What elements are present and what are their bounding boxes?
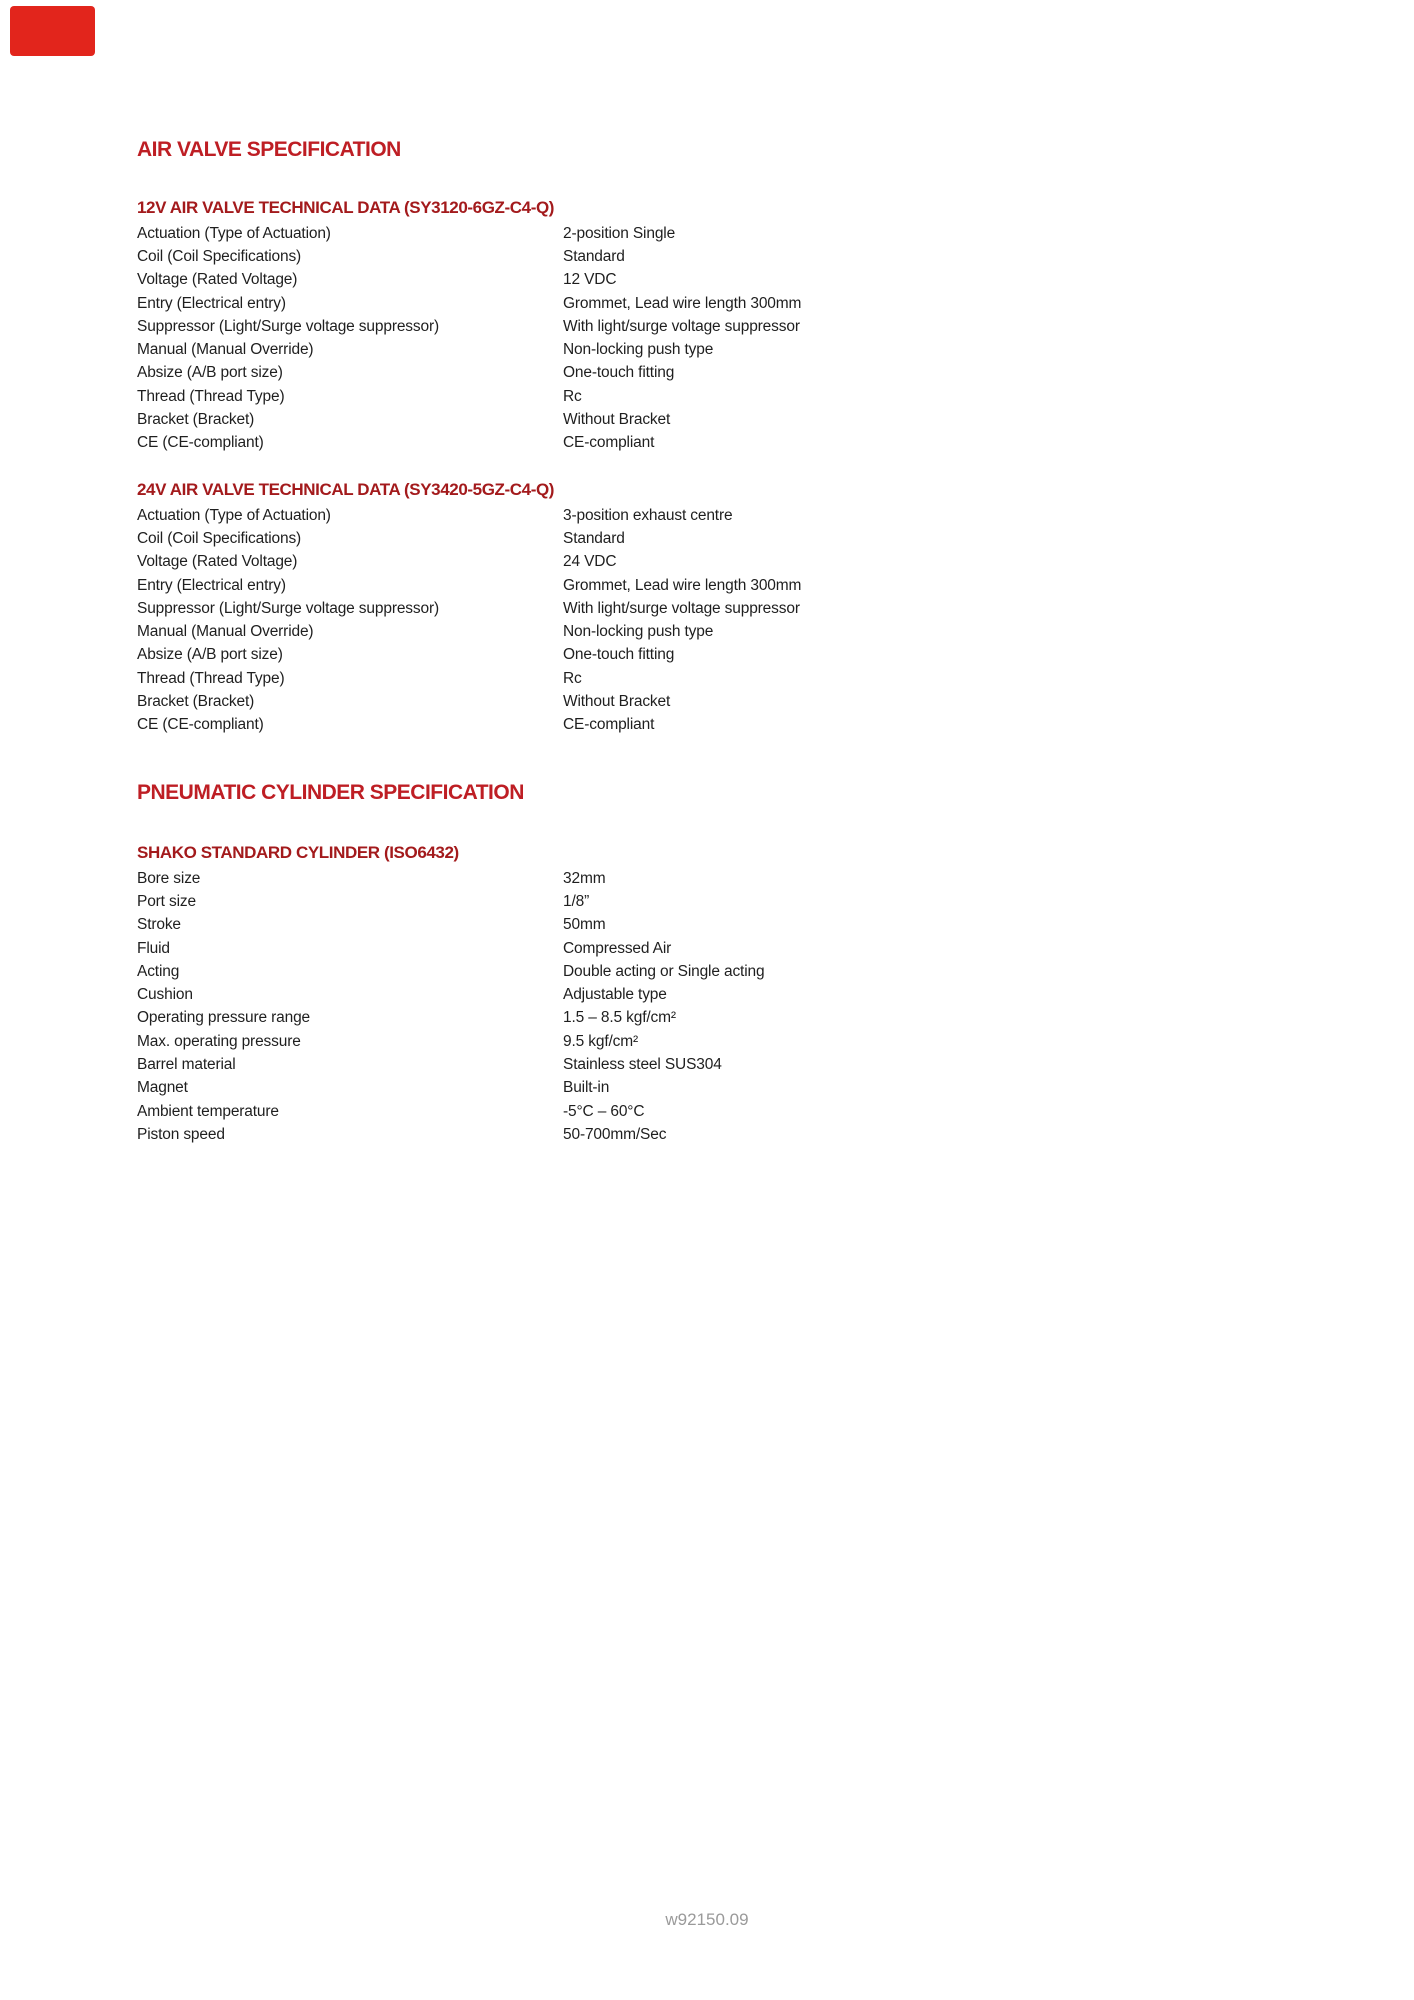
spec-value: Standard <box>563 529 625 547</box>
spec-label: Bracket (Bracket) <box>137 411 255 429</box>
spec-row <box>137 890 1374 913</box>
spec-label: Bore size <box>137 869 201 887</box>
spec-row <box>137 385 1374 408</box>
spec-value: Rc <box>563 387 582 405</box>
spec-label: Ambient temperature <box>137 1102 279 1120</box>
spec-label: Coil (Coil Specifications) <box>137 247 302 265</box>
spec-row <box>137 597 1374 620</box>
spec-row <box>137 408 1374 431</box>
spec-label: Fluid <box>137 939 170 957</box>
spec-label: Manual (Manual Override) <box>137 623 314 641</box>
spec-row <box>137 667 1374 690</box>
spec-table <box>137 504 1374 737</box>
spec-row <box>137 644 1374 667</box>
spec-row <box>137 1077 1374 1100</box>
spec-value: Grommet, Lead wire length 300mm <box>563 294 802 312</box>
spec-value: 1/8” <box>563 892 590 910</box>
spec-row <box>137 551 1374 574</box>
spec-value: CE-compliant <box>563 716 655 734</box>
spec-label: CE (CE-compliant) <box>137 434 264 452</box>
spec-label: Operating pressure range <box>137 1009 311 1027</box>
spec-label: Acting <box>137 962 180 980</box>
spec-row <box>137 574 1374 597</box>
spec-label: Thread (Thread Type) <box>137 387 285 405</box>
spec-value: One-touch fitting <box>563 646 675 664</box>
spec-label: Entry (Electrical entry) <box>137 294 286 312</box>
spec-label: Barrel material <box>137 1056 236 1074</box>
spec-subsection <box>137 195 1374 455</box>
spec-value: Compressed Air <box>563 939 672 957</box>
section-title: PNEUMATIC CYLINDER SPECIFICATION <box>137 781 524 804</box>
spec-row <box>137 222 1374 245</box>
spec-value: Without Bracket <box>563 411 671 429</box>
spec-value: -5°C – 60°C <box>563 1102 645 1120</box>
spec-label: Bracket (Bracket) <box>137 693 255 711</box>
red-marker <box>10 6 95 56</box>
subsection-heading: 12V AIR VALVE TECHNICAL DATA (SY3120-6GZ-C4-Q) <box>137 198 555 217</box>
spec-row <box>137 714 1374 737</box>
spec-label: Coil (Coil Specifications) <box>137 529 302 547</box>
spec-label: Manual (Manual Override) <box>137 341 314 359</box>
spec-value: One-touch fitting <box>563 364 675 382</box>
spec-value: 32mm <box>563 869 606 887</box>
spec-label: Stroke <box>137 916 181 934</box>
spec-value: Built-in <box>563 1079 610 1097</box>
spec-row <box>137 432 1374 455</box>
spec-row <box>137 1123 1374 1146</box>
spec-row <box>137 1100 1374 1123</box>
spec-row <box>137 362 1374 385</box>
spec-row <box>137 1030 1374 1053</box>
spec-value: 24 VDC <box>563 553 617 571</box>
spec-label: Cushion <box>137 986 193 1004</box>
spec-label: Absize (A/B port size) <box>137 364 283 382</box>
spec-label: Max. operating pressure <box>137 1032 301 1050</box>
spec-value: 50-700mm/Sec <box>563 1125 667 1143</box>
spec-label: Port size <box>137 892 196 910</box>
spec-table <box>137 867 1374 1147</box>
spec-subsection <box>137 840 1374 1147</box>
spec-label: Actuation (Type of Actuation) <box>137 506 331 524</box>
spec-label: Absize (A/B port size) <box>137 646 283 664</box>
spec-label: Suppressor (Light/Surge voltage suppressor) <box>137 317 439 335</box>
spec-row <box>137 1007 1374 1030</box>
spec-value: With light/surge voltage suppressor <box>563 317 800 335</box>
spec-label: Actuation (Type of Actuation) <box>137 224 331 242</box>
spec-row <box>137 914 1374 937</box>
spec-value: 1.5 – 8.5 kgf/cm² <box>563 1009 676 1027</box>
spec-label: Thread (Thread Type) <box>137 669 285 687</box>
spec-value: Standard <box>563 247 625 265</box>
spec-subsection <box>137 477 1374 737</box>
spec-row <box>137 338 1374 361</box>
spec-value: Double acting or Single acting <box>563 962 765 980</box>
spec-value: Stainless steel SUS304 <box>563 1056 722 1074</box>
spec-value: 9.5 kgf/cm² <box>563 1032 639 1050</box>
subsection-heading: SHAKO STANDARD CYLINDER (ISO6432) <box>137 843 459 862</box>
spec-row <box>137 690 1374 713</box>
spec-value: Without Bracket <box>563 693 671 711</box>
spec-label: Entry (Electrical entry) <box>137 576 286 594</box>
section-title: AIR VALVE SPECIFICATION <box>137 138 401 161</box>
spec-value: 50mm <box>563 916 606 934</box>
spec-label: Piston speed <box>137 1125 225 1143</box>
spec-value: 2-position Single <box>563 224 676 242</box>
spec-row <box>137 315 1374 338</box>
spec-value: CE-compliant <box>563 434 655 452</box>
spec-value: 12 VDC <box>563 271 617 289</box>
spec-label: Magnet <box>137 1079 188 1097</box>
spec-row <box>137 504 1374 527</box>
spec-row <box>137 269 1374 292</box>
spec-label: Suppressor (Light/Surge voltage suppressor) <box>137 599 439 617</box>
spec-value: With light/surge voltage suppressor <box>563 599 800 617</box>
spec-value: Rc <box>563 669 582 687</box>
spec-table <box>137 222 1374 455</box>
spec-value: 3-position exhaust centre <box>563 506 733 524</box>
page-footer-code: w92150.09 <box>665 1910 749 1929</box>
spec-value: Grommet, Lead wire length 300mm <box>563 576 802 594</box>
spec-row <box>137 867 1374 890</box>
spec-label: CE (CE-compliant) <box>137 716 264 734</box>
spec-value: Non-locking push type <box>563 623 714 641</box>
spec-row <box>137 292 1374 315</box>
subsection-heading: 24V AIR VALVE TECHNICAL DATA (SY3420-5GZ-C4-Q) <box>137 480 555 499</box>
spec-row <box>137 1053 1374 1076</box>
spec-label: Voltage (Rated Voltage) <box>137 553 298 571</box>
spec-row <box>137 620 1374 643</box>
spec-row <box>137 960 1374 983</box>
spec-label: Voltage (Rated Voltage) <box>137 271 298 289</box>
spec-row <box>137 983 1374 1006</box>
spec-row <box>137 245 1374 268</box>
spec-row <box>137 937 1374 960</box>
spec-value: Adjustable type <box>563 986 667 1004</box>
spec-value: Non-locking push type <box>563 341 714 359</box>
spec-row <box>137 527 1374 550</box>
